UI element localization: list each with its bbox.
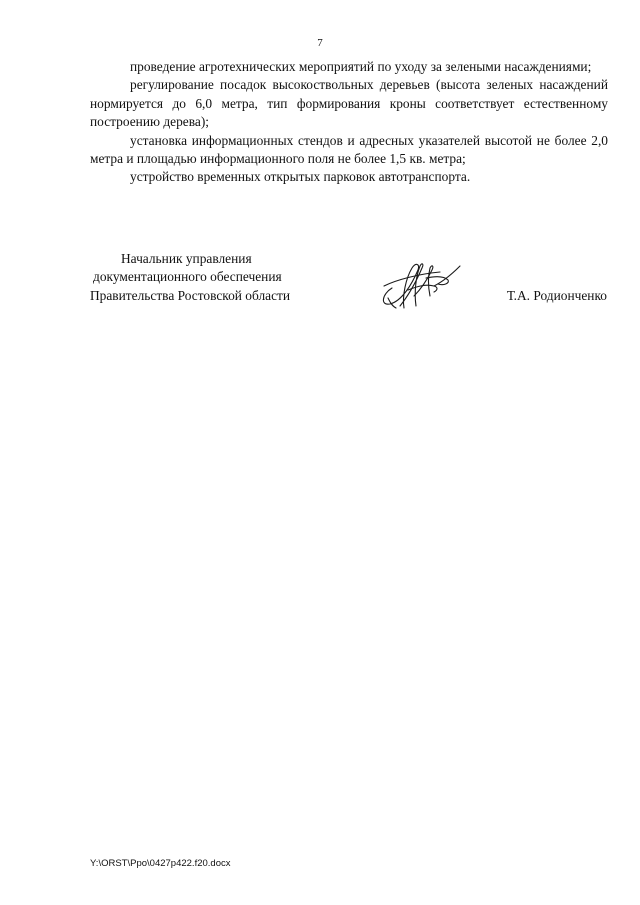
- signatory-title-line: Правительства Ростовской области: [90, 287, 291, 303]
- paragraph-agrotechnical: проведение агротехнических мероприятий по уходу за зелеными насаждениями;: [130, 59, 592, 74]
- signatory-title-line: документационного обеспечения: [93, 269, 282, 285]
- document-body: [90, 58, 608, 187]
- handwritten-signature: [378, 256, 468, 316]
- footer-file-path: Y:\ORST\Ppo\0427p422.f20.docx: [90, 858, 231, 869]
- page-number: 7: [317, 37, 323, 49]
- paragraph-info-stands: установка информационных стендов и адресных указателей высотой не более 2,0 метра и площадью информационного поля не более 1,5 кв. метра;: [90, 132, 608, 167]
- signatory-title-line: Начальник управления: [121, 251, 252, 266]
- paragraph-tree-planting: регулирование посадок высокоствольных деревьев (высота зеленых насаждений нормируется до 6,0 метра, тип формирования кроны соответствует естественному построению дерева);: [90, 77, 608, 130]
- signatory-name: Т.А. Родионченко: [506, 287, 607, 303]
- paragraph-parking: устройство временных открытых парковок автотранспорта.: [130, 169, 471, 185]
- signatory-title: [90, 250, 290, 305]
